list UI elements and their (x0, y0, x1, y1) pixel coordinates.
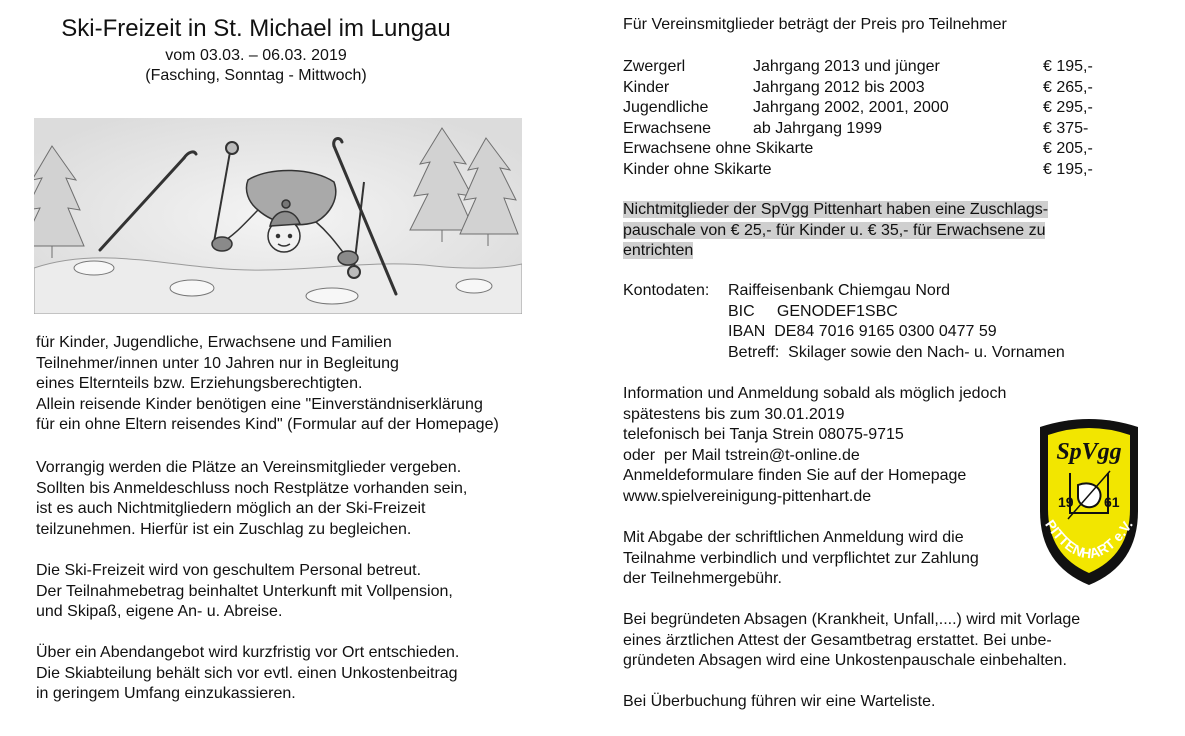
text-line: in geringem Umfang einzukassieren. (36, 685, 296, 702)
date-range (36, 46, 476, 86)
binding-paragraph (623, 528, 979, 590)
price-value: € 195,- (1043, 58, 1093, 75)
price-value: € 205,- (1043, 140, 1093, 157)
price-category: Jugendliche (623, 99, 709, 116)
audience-paragraph (36, 333, 499, 436)
price-table (623, 57, 1093, 180)
text-line: Information und Anmeldung sobald als möglich jedoch (623, 385, 1007, 402)
bank-label: Kontodaten: (623, 282, 710, 299)
surcharge-note (623, 200, 1048, 262)
text-line: für ein ohne Eltern reisendes Kind" (Formular auf der Homepage) (36, 416, 499, 433)
bank-bic: BIC GENODEF1SBC (728, 302, 898, 320)
price-value: € 265,- (1043, 78, 1093, 96)
dates-line: vom 03.03. – 06.03. 2019 (165, 47, 347, 64)
homepage-link[interactable]: www.spielvereinigung-pittenhart.de (623, 487, 872, 505)
text-line: Über ein Abendangebot wird kurzfristig vor Ort entschieden. (36, 644, 460, 661)
registration-paragraph (623, 384, 1006, 507)
price-row (623, 139, 1093, 160)
bank-iban: IBAN DE84 7016 9165 0300 0477 59 (728, 323, 997, 340)
cancellation-paragraph (623, 610, 1080, 672)
bank-reference: Betreff: Skilager sowie den Nach- u. Vornamen (728, 343, 1065, 361)
price-row (623, 160, 1093, 181)
price-value: € 295,- (1043, 99, 1093, 116)
text-line: Teilnahme verbindlich und verpflichtet zur Zahlung (623, 549, 979, 567)
text-line: ist es auch Nichtmitgliedern möglich an der Ski-Freizeit (36, 500, 426, 517)
page-title: Ski-Freizeit in St. Michael im Lungau (61, 15, 451, 42)
text-line: Der Teilnahmebetrag beinhaltet Unterkunft mit Vollpension, (36, 582, 453, 600)
text-line: Mit Abgabe der schriftlichen Anmeldung wird die (623, 529, 964, 546)
bank-name: Raiffeisenbank Chiemgau Nord (728, 282, 951, 299)
text-line: Anmeldeformulare finden Sie auf der Homepage (623, 467, 967, 484)
price-category: Kinder ohne Skikarte (623, 160, 772, 178)
logo-year-left: 19 (1058, 494, 1074, 510)
days-line: (Fasching, Sonntag - Mittwoch) (145, 67, 367, 84)
text-line: pauschale von € 25,- für Kinder u. € 35,- für Erwachsene zu (623, 221, 1046, 239)
price-category: Kinder (623, 78, 670, 96)
text-line: Sollten bis Anmeldeschluss noch Restplätze vorhanden sein, (36, 479, 468, 497)
email-line[interactable]: oder per Mail tstrein@t-online.de (623, 446, 860, 464)
text-line: Die Skiabteilung behält sich vor evtl. einen Unkostenbeitrag (36, 664, 458, 682)
logo-top-text: SpVgg (1056, 439, 1122, 465)
text-line: und Skipaß, eigene An- u. Abreise. (36, 603, 283, 620)
price-category: Erwachsene (623, 119, 712, 137)
text-line: Bei begründeten Absagen (Krankheit, Unfall,....) wird mit Vorlage (623, 611, 1081, 628)
price-category: Zwergerl (623, 58, 686, 75)
price-row (623, 119, 1093, 140)
text-line: telefonisch bei Tanja Strein 08075-9715 (623, 426, 904, 443)
text-line: eines Elternteils bzw. Erziehungsberechtigten. (36, 375, 363, 392)
priority-paragraph (36, 458, 467, 540)
text-line: der Teilnehmergebühr. (623, 570, 782, 587)
evening-paragraph (36, 643, 459, 705)
price-years: Jahrgang 2012 bis 2003 (753, 78, 925, 96)
service-paragraph (36, 561, 453, 623)
text-line: Nichtmitglieder der SpVgg Pittenhart haben eine Zuschlags- (623, 201, 1049, 218)
text-line: für Kinder, Jugendliche, Erwachsene und Familien (36, 334, 392, 351)
price-years: Jahrgang 2013 und jünger (753, 58, 940, 75)
text-line: gründeten Absagen wird eine Unkostenpauschale einbehalten. (623, 652, 1067, 669)
text-line: entrichten (623, 242, 694, 259)
price-intro: Für Vereinsmitglieder beträgt der Preis pro Teilnehmer (623, 16, 1007, 33)
logo-year-right: 61 (1104, 494, 1120, 510)
text-line: Allein reisende Kinder benötigen eine "Einverständniserklärung (36, 395, 483, 413)
text-line: Vorrangig werden die Plätze an Vereinsmitglieder vergeben. (36, 459, 462, 476)
overbooking-note: Bei Überbuchung führen wir eine Warteliste. (623, 693, 936, 710)
price-value: € 195,- (1043, 160, 1093, 178)
price-category: Erwachsene ohne Skikarte (623, 140, 814, 157)
logo-bottom-text: PITTENHART e.V. (1042, 516, 1136, 562)
price-years: ab Jahrgang 1999 (753, 119, 882, 137)
price-row (623, 98, 1093, 119)
text-line: spätestens bis zum 30.01.2019 (623, 405, 845, 423)
price-years: Jahrgang 2002, 2001, 2000 (753, 99, 949, 116)
text-line: Die Ski-Freizeit wird von geschultem Personal betreut. (36, 562, 422, 579)
skier-illustration (34, 118, 522, 314)
price-row (623, 78, 1093, 99)
text-line: Teilnehmer/innen unter 10 Jahren nur in Begleitung (36, 354, 399, 372)
bank-details (623, 281, 1065, 363)
club-logo (1034, 415, 1144, 587)
price-row (623, 57, 1093, 78)
price-value: € 375- (1043, 119, 1089, 137)
text-line: eines ärztlichen Attest der Gesamtbetrag erstattet. Bei unbe- (623, 631, 1052, 649)
text-line: teilzunehmen. Hierfür ist ein Zuschlag zu begleichen. (36, 520, 412, 538)
